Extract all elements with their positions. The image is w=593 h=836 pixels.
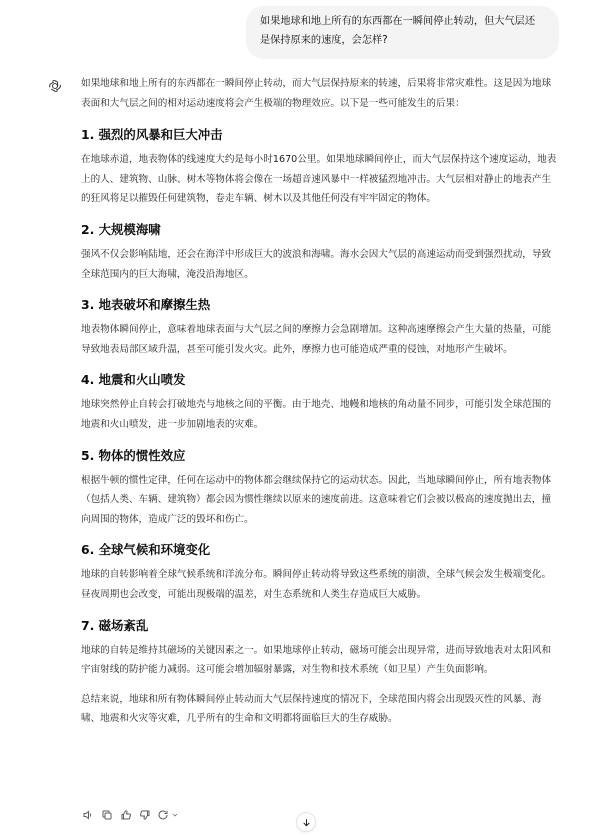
section-heading: 1. 强烈的风暴和巨大冲击 [81,127,223,143]
speaker-icon[interactable] [81,808,94,821]
user-message-bubble: 如果地球和地上所有的东西都在一瞬间停止转动，但大气层还是保持原来的速度，会怎样? [246,6,559,59]
section-heading: 7. 磁场紊乱 [81,617,149,633]
section-body: 地球突然停止自转会打破地壳与地核之间的平衡。由于地壳、地幔和地核的角动量不同步，可能引发全球范围的地震和火山喷发，进一步加剧地表的灾难。 [81,399,552,430]
section-2 [81,219,557,284]
assistant-logo-icon [48,78,62,92]
section-body: 地表物体瞬间停止，意味着地球表面与大气层之间的摩擦力会急剧增加。这种高速摩擦会产生大量的热量，可能导致地表局部区域升温，甚至可能引发火灾。此外，摩擦力也可能造成严重的侵蚀，对地形产生破坏。 [81,324,552,355]
section-5 [81,445,557,530]
section-body: 在地球赤道，地表物体的线速度大约是每小时1670公里。如果地球瞬间停止，而大气层保持这个速度运动，地表上的人、建筑物、山脉、树木等物体将会像在一场超音速风暴中一样被猛烈地冲击。大气层相对静止的地表产生的狂风将足以摧毁任何建筑物，卷走车辆、树木以及其他任何没有牢牢固定的物体。 [81,154,557,205]
section-body: 强风不仅会影响陆地，还会在海洋中形成巨大的波浪和海啸。海水会因大气层的高速运动而受到强烈扰动，导致全球范围内的巨大海啸，淹没沿海地区。 [81,248,552,280]
chevron-down-icon [171,811,179,819]
arrow-down-icon [301,817,312,828]
section-heading: 6. 全球气候和环境变化 [81,542,211,558]
section-heading: 3. 地表破坏和摩擦生热 [81,297,211,313]
assistant-message [0,74,593,729]
conclusion-paragraph: 总结来说，地球和所有物体瞬间停止转动而大气层保持速度的情况下，全球范围内将会出现毁灭性的风暴、海啸、地震和火灾等灾难，几乎所有的生命和文明都将面临巨大的生存威胁。 [81,693,542,725]
thumbs-up-icon[interactable] [119,808,132,821]
message-actions [81,808,179,821]
section-heading: 2. 大规模海啸 [81,221,161,237]
copy-icon[interactable] [100,808,113,821]
thumbs-down-icon[interactable] [138,808,151,821]
section-3 [81,294,557,359]
section-heading: 4. 地震和火山喷发 [81,372,186,388]
regenerate-icon [157,809,169,821]
section-heading: 5. 物体的惯性效应 [81,447,186,463]
intro-paragraph: 如果地球和地上所有的东西都在一瞬间停止转动，而大气层保持原来的转速，后果将非常灾难性。这是因为地球表面和大气层之间的相对运动速度将会产生极端的物理效应。以下是一些可能发生的后果： [81,78,552,109]
user-message-row [0,0,593,59]
section-body: 地球的自转影响着全球气候系统和洋流分布。瞬间停止转动将导致这些系统的崩溃，全球气候会发生极端变化。昼夜周期也会改变，可能出现极端的温差，对生态系统和人类生存造成巨大威胁。 [81,569,552,600]
section-body: 地球的自转是维持其磁场的关键因素之一。如果地球停止转动，磁场可能会出现异常，进而导致地表对太阳风和宇宙射线的防护能力减弱。这可能会增加辐射暴露，对生物和技术系统（如卫星）产生负面影响。 [81,644,552,676]
section-7 [81,615,557,680]
section-6 [81,539,557,604]
scroll-down-button[interactable] [296,812,316,832]
section-4 [81,369,557,434]
regenerate-button[interactable] [157,808,179,821]
section-1 [81,124,557,209]
assistant-content [81,74,557,729]
section-body: 根据牛顿的惯性定律，任何在运动中的物体都会继续保持它的运动状态。因此，当地球瞬间停止，所有地表物体（包括人类、车辆、建筑物）都会因为惯性继续以原来的速度前进。这意味着它们会被以极高的速度抛出去，撞向周围的物体，造成广泛的毁坏和伤亡。 [81,474,552,525]
